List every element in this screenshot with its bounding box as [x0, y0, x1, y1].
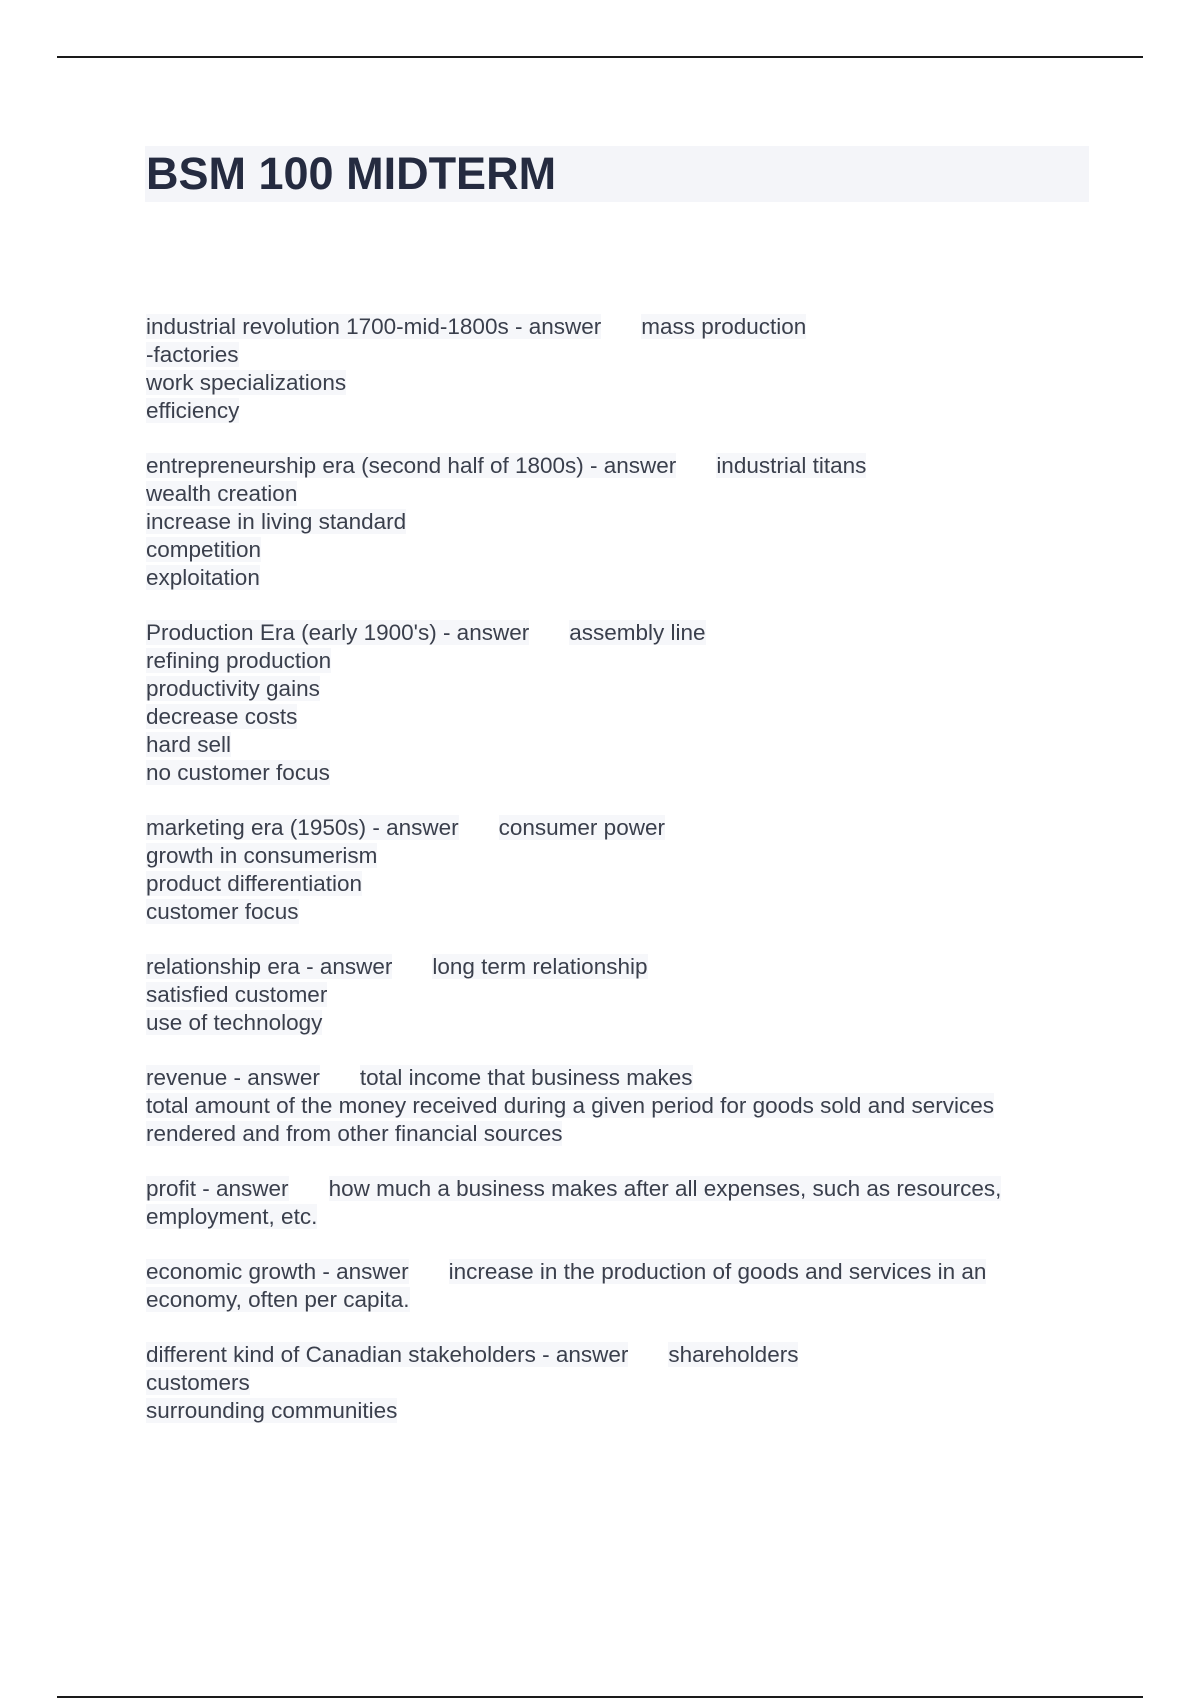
flashcard-answer-line — [146, 759, 1106, 787]
flashcard-answer-text: increase in living standard — [146, 509, 407, 534]
flashcard-answer-first: industrial titans — [716, 453, 867, 478]
flashcard-answer-line — [146, 675, 1106, 703]
flashcard-answer-line — [146, 898, 1106, 926]
flashcard-answer-first: total income that business makes — [359, 1065, 693, 1090]
flashcard-answer-line — [146, 1369, 1106, 1397]
flashcard-answer-text: customer focus — [146, 899, 299, 924]
flashcard-first-line — [146, 814, 1106, 842]
flashcard-answer-line — [146, 480, 1106, 508]
flashcard-answer-line — [146, 1092, 1106, 1120]
flashcard-first-line — [146, 1258, 1106, 1286]
flashcard-answer-line — [146, 1397, 1106, 1425]
flashcard-answer-first: mass production — [641, 314, 807, 339]
flashcard-answer-text: wealth creation — [146, 481, 298, 506]
flashcard-question: revenue - answer — [146, 1065, 320, 1090]
flashcard-first-line — [146, 1175, 1106, 1203]
flashcard-answer-text: hard sell — [146, 732, 232, 757]
flashcard-answer-line — [146, 703, 1106, 731]
flashcard-answer-line — [146, 508, 1106, 536]
flashcard-answer-line — [146, 369, 1106, 397]
flashcard-answer-text: refining production — [146, 648, 332, 673]
flashcard-item — [146, 953, 1106, 1037]
flashcard-answer-line — [146, 731, 1106, 759]
flashcard-answer-line — [146, 1120, 1106, 1148]
flashcard-answer-text: economy, often per capita. — [146, 1287, 410, 1312]
flashcard-item — [146, 814, 1106, 926]
flashcard-answer-line — [146, 1009, 1106, 1037]
page-title: BSM 100 MIDTERM — [146, 148, 557, 199]
flashcard-item — [146, 452, 1106, 592]
flashcard-first-line — [146, 1064, 1106, 1092]
flashcard-question: relationship era - answer — [146, 954, 393, 979]
flashcard-answer-text: rendered and from other financial sources — [146, 1121, 563, 1146]
flashcard-answer-first: increase in the production of goods and services in an — [448, 1259, 987, 1284]
flashcard-answer-first: assembly line — [569, 620, 706, 645]
flashcard-answer-text: efficiency — [146, 398, 240, 423]
flashcard-answer-line — [146, 397, 1106, 425]
flashcard-answer-text: productivity gains — [146, 676, 320, 701]
flashcard-item — [146, 1175, 1106, 1231]
flashcard-item — [146, 1064, 1106, 1148]
top-rule — [57, 56, 1143, 58]
flashcard-answer-text: competition — [146, 537, 262, 562]
flashcard-first-line — [146, 619, 1106, 647]
flashcard-first-line — [146, 313, 1106, 341]
flashcard-first-line — [146, 1341, 1106, 1369]
flashcard-answer-text: no customer focus — [146, 760, 330, 785]
flashcard-answer-text: surrounding communities — [146, 1398, 398, 1423]
flashcard-answer-line — [146, 536, 1106, 564]
flashcard-answer-text: product differentiation — [146, 871, 362, 896]
flashcard-first-line — [146, 452, 1106, 480]
flashcard-answer-line — [146, 842, 1106, 870]
flashcard-answer-line — [146, 564, 1106, 592]
flashcard-item — [146, 1341, 1106, 1425]
flashcard-question: marketing era (1950s) - answer — [146, 815, 459, 840]
flashcard-item — [146, 1258, 1106, 1314]
flashcard-question: profit - answer — [146, 1176, 289, 1201]
flashcard-answer-text: growth in consumerism — [146, 843, 378, 868]
flashcard-answer-line — [146, 1286, 1106, 1314]
flashcard-question: economic growth - answer — [146, 1259, 409, 1284]
flashcard-answer-text: -factories — [146, 342, 239, 367]
flashcard-answer-text: exploitation — [146, 565, 260, 590]
flashcard-item — [146, 313, 1106, 425]
flashcard-question: entrepreneurship era (second half of 1800s) - answer — [146, 453, 677, 478]
flashcard-answer-first: consumer power — [498, 815, 665, 840]
flashcard-answer-text: employment, etc. — [146, 1204, 318, 1229]
flashcard-answer-line — [146, 981, 1106, 1009]
flashcard-item — [146, 619, 1106, 787]
flashcard-answer-text: satisfied customer — [146, 982, 328, 1007]
flashcard-question: Production Era (early 1900's) - answer — [146, 620, 530, 645]
flashcard-question: industrial revolution 1700-mid-1800s - answer — [146, 314, 602, 339]
bottom-rule — [57, 1696, 1143, 1698]
flashcard-answer-text: decrease costs — [146, 704, 298, 729]
flashcard-answer-text: customers — [146, 1370, 250, 1395]
flashcard-answer-text: total amount of the money received during a given period for goods sold and services — [146, 1093, 995, 1118]
flashcard-question: different kind of Canadian stakeholders - answer — [146, 1342, 629, 1367]
flashcard-answer-line — [146, 341, 1106, 369]
flashcard-answer-first: shareholders — [668, 1342, 799, 1367]
flashcard-first-line — [146, 953, 1106, 981]
flashcard-answer-first: long term relationship — [432, 954, 648, 979]
flashcard-list — [146, 313, 1106, 1452]
flashcard-answer-text: work specializations — [146, 370, 347, 395]
flashcard-answer-first: how much a business makes after all expenses, such as resources, — [328, 1176, 1002, 1201]
flashcard-answer-line — [146, 1203, 1106, 1231]
flashcard-answer-text: use of technology — [146, 1010, 323, 1035]
flashcard-answer-line — [146, 647, 1106, 675]
flashcard-answer-line — [146, 870, 1106, 898]
